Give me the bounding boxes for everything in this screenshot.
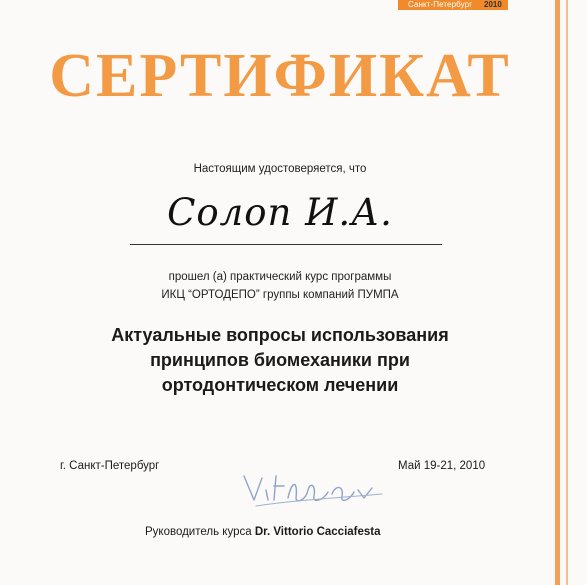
course-title-line: Актуальные вопросы использования: [111, 325, 449, 345]
leader-name: Dr. Vittorio Cacciafesta: [254, 526, 381, 538]
course-leader: [145, 526, 381, 538]
leader-label: Руководитель курса: [145, 526, 252, 538]
course-title-line: ортодонтическом лечении: [161, 375, 399, 395]
certify-line: Настоящим удостоверяется, что: [193, 163, 367, 175]
issue-date: Май 19-21, 2010: [398, 460, 486, 472]
recipient-name: Солоп И.А.: [167, 191, 393, 234]
signature-image: [236, 470, 386, 514]
course-title: [0, 323, 560, 398]
course-line-2: ИКЦ “ОРТОДЕПО” группы компаний ПУМПА: [161, 289, 399, 301]
name-underline: [130, 244, 442, 245]
right-border-thin-stripe: [566, 0, 568, 585]
header-year: 2010: [484, 0, 502, 9]
course-title-line: принципов биомеханики при: [150, 350, 410, 370]
course-line-1: прошел (а) практический курс программы: [168, 271, 392, 283]
header-city: Санкт-Петербург: [408, 0, 473, 9]
issue-place: г. Санкт-Петербург: [60, 460, 160, 472]
certificate-title: СЕРТИФИКАТ: [49, 42, 511, 110]
